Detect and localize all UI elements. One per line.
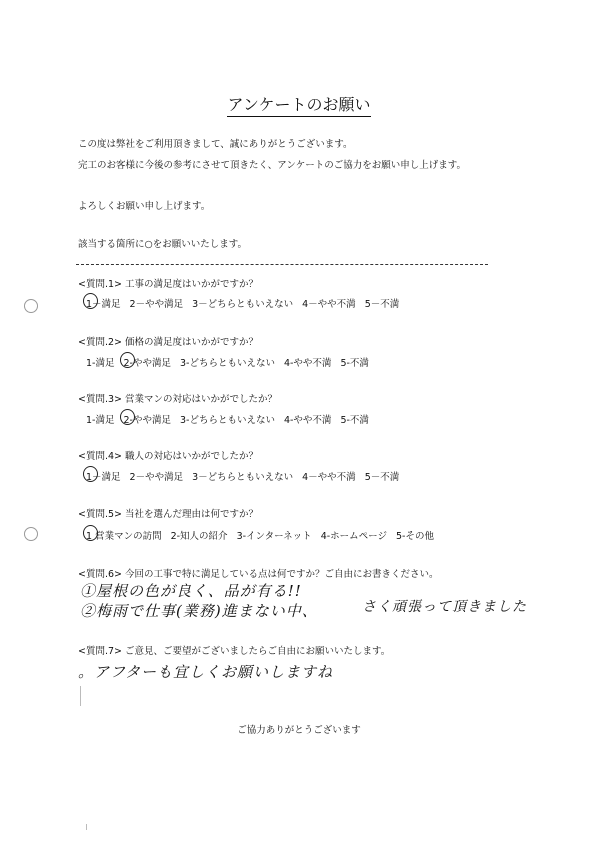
question-1-option-4[interactable]: 4－やや不満 <box>302 299 356 310</box>
question-6-label: <質問.6> 今回の工事で特に満足している点は何ですか？ご自由にお書きください。 <box>78 569 439 580</box>
question-2-option-5[interactable]: 5-不満 <box>340 358 369 369</box>
question-4-option-2[interactable]: 2－やや満足 <box>129 472 184 483</box>
question-1-option-5[interactable]: 5－不満 <box>364 299 400 310</box>
question-5-option-1[interactable]: 1 営業マンの訪問 <box>86 528 162 542</box>
question-4-option-3[interactable]: 3－どちらともいえない <box>192 472 294 483</box>
question-1-options <box>86 296 408 310</box>
question-5-option-2[interactable]: 2-知人の紹介 <box>170 531 228 542</box>
question-3-option-4[interactable]: 4-やや不満 <box>283 415 332 426</box>
question-1-label: <質問.1> 工事の満足度はいかがですか？ <box>78 279 259 290</box>
question-2-option-2[interactable]: 2-やや満足 <box>123 355 170 369</box>
scan-mark <box>80 686 81 706</box>
question-2-options <box>86 355 378 369</box>
thanks-text: ご協力ありがとうございます <box>237 725 361 736</box>
question-3-options <box>86 412 378 426</box>
question-5-option-5[interactable]: 5-その他 <box>395 531 434 542</box>
question-5-option-3[interactable]: 3-インターネット <box>236 531 312 542</box>
question-5-option-4[interactable]: 4-ホームページ <box>320 531 387 542</box>
question-4-option-5[interactable]: 5－不満 <box>364 472 400 483</box>
question-1-option-1[interactable]: 1－満足 <box>86 296 121 310</box>
punch-hole <box>24 299 38 313</box>
question-7-answer: 。アフターも宜しくお願いしますね <box>78 663 333 681</box>
question-4-option-1[interactable]: 1－満足 <box>86 469 121 483</box>
intro-line-1: この度は弊社をご利用頂きまして、誠にありがとうございます。 <box>78 139 353 150</box>
greeting-text: よろしくお願い申し上げます。 <box>78 201 211 212</box>
question-7-label: <質問.7> ご意見、ご要望がございましたらご自由にお願いいたします。 <box>78 646 391 657</box>
question-6-answer-line-2: ②梅雨で仕事(業務)進まない中、 <box>80 602 318 620</box>
question-2-label: <質問.2> 価格の満足度はいかがですか？ <box>78 337 259 348</box>
intro-line-2: 完工のお客様に今後の参考にさせて頂きたく、アンケートのご協力をお願い申し上げます。 <box>78 160 466 171</box>
question-3-label: <質問.3> 営業マンの対応はいかがでしたか？ <box>78 394 278 405</box>
question-1-option-3[interactable]: 3－どちらともいえない <box>192 299 294 310</box>
question-3-option-5[interactable]: 5-不満 <box>340 415 369 426</box>
question-2-option-3[interactable]: 3-どちらともいえない <box>179 358 275 369</box>
question-4-option-4[interactable]: 4－やや不満 <box>302 472 356 483</box>
question-5-label: <質問.5> 当社を選んだ理由は何ですか？ <box>78 509 259 520</box>
scan-mark <box>86 824 87 830</box>
question-4-label: <質問.4> 職人の対応はいかがでしたか？ <box>78 451 259 462</box>
page-title: アンケートのお願い <box>0 92 598 115</box>
question-2-option-4[interactable]: 4-やや不満 <box>283 358 332 369</box>
question-1-option-2[interactable]: 2－やや満足 <box>129 299 184 310</box>
question-3-option-3[interactable]: 3-どちらともいえない <box>179 415 275 426</box>
punch-hole <box>24 527 38 541</box>
question-2-option-1[interactable]: 1-満足 <box>86 358 115 369</box>
question-6-answer-line-1: ①屋根の色が良く、品が有る!! <box>80 582 302 600</box>
question-3-option-2[interactable]: 2-やや満足 <box>123 412 170 426</box>
question-5-options <box>86 528 443 542</box>
question-3-option-1[interactable]: 1-満足 <box>86 415 115 426</box>
instruction-text: 該当する箇所に○をお願いいたします。 <box>78 239 248 250</box>
section-divider <box>76 264 488 265</box>
question-4-options <box>86 469 408 483</box>
question-6-answer-line-2-cont: さく頑張って頂きました <box>362 599 527 615</box>
